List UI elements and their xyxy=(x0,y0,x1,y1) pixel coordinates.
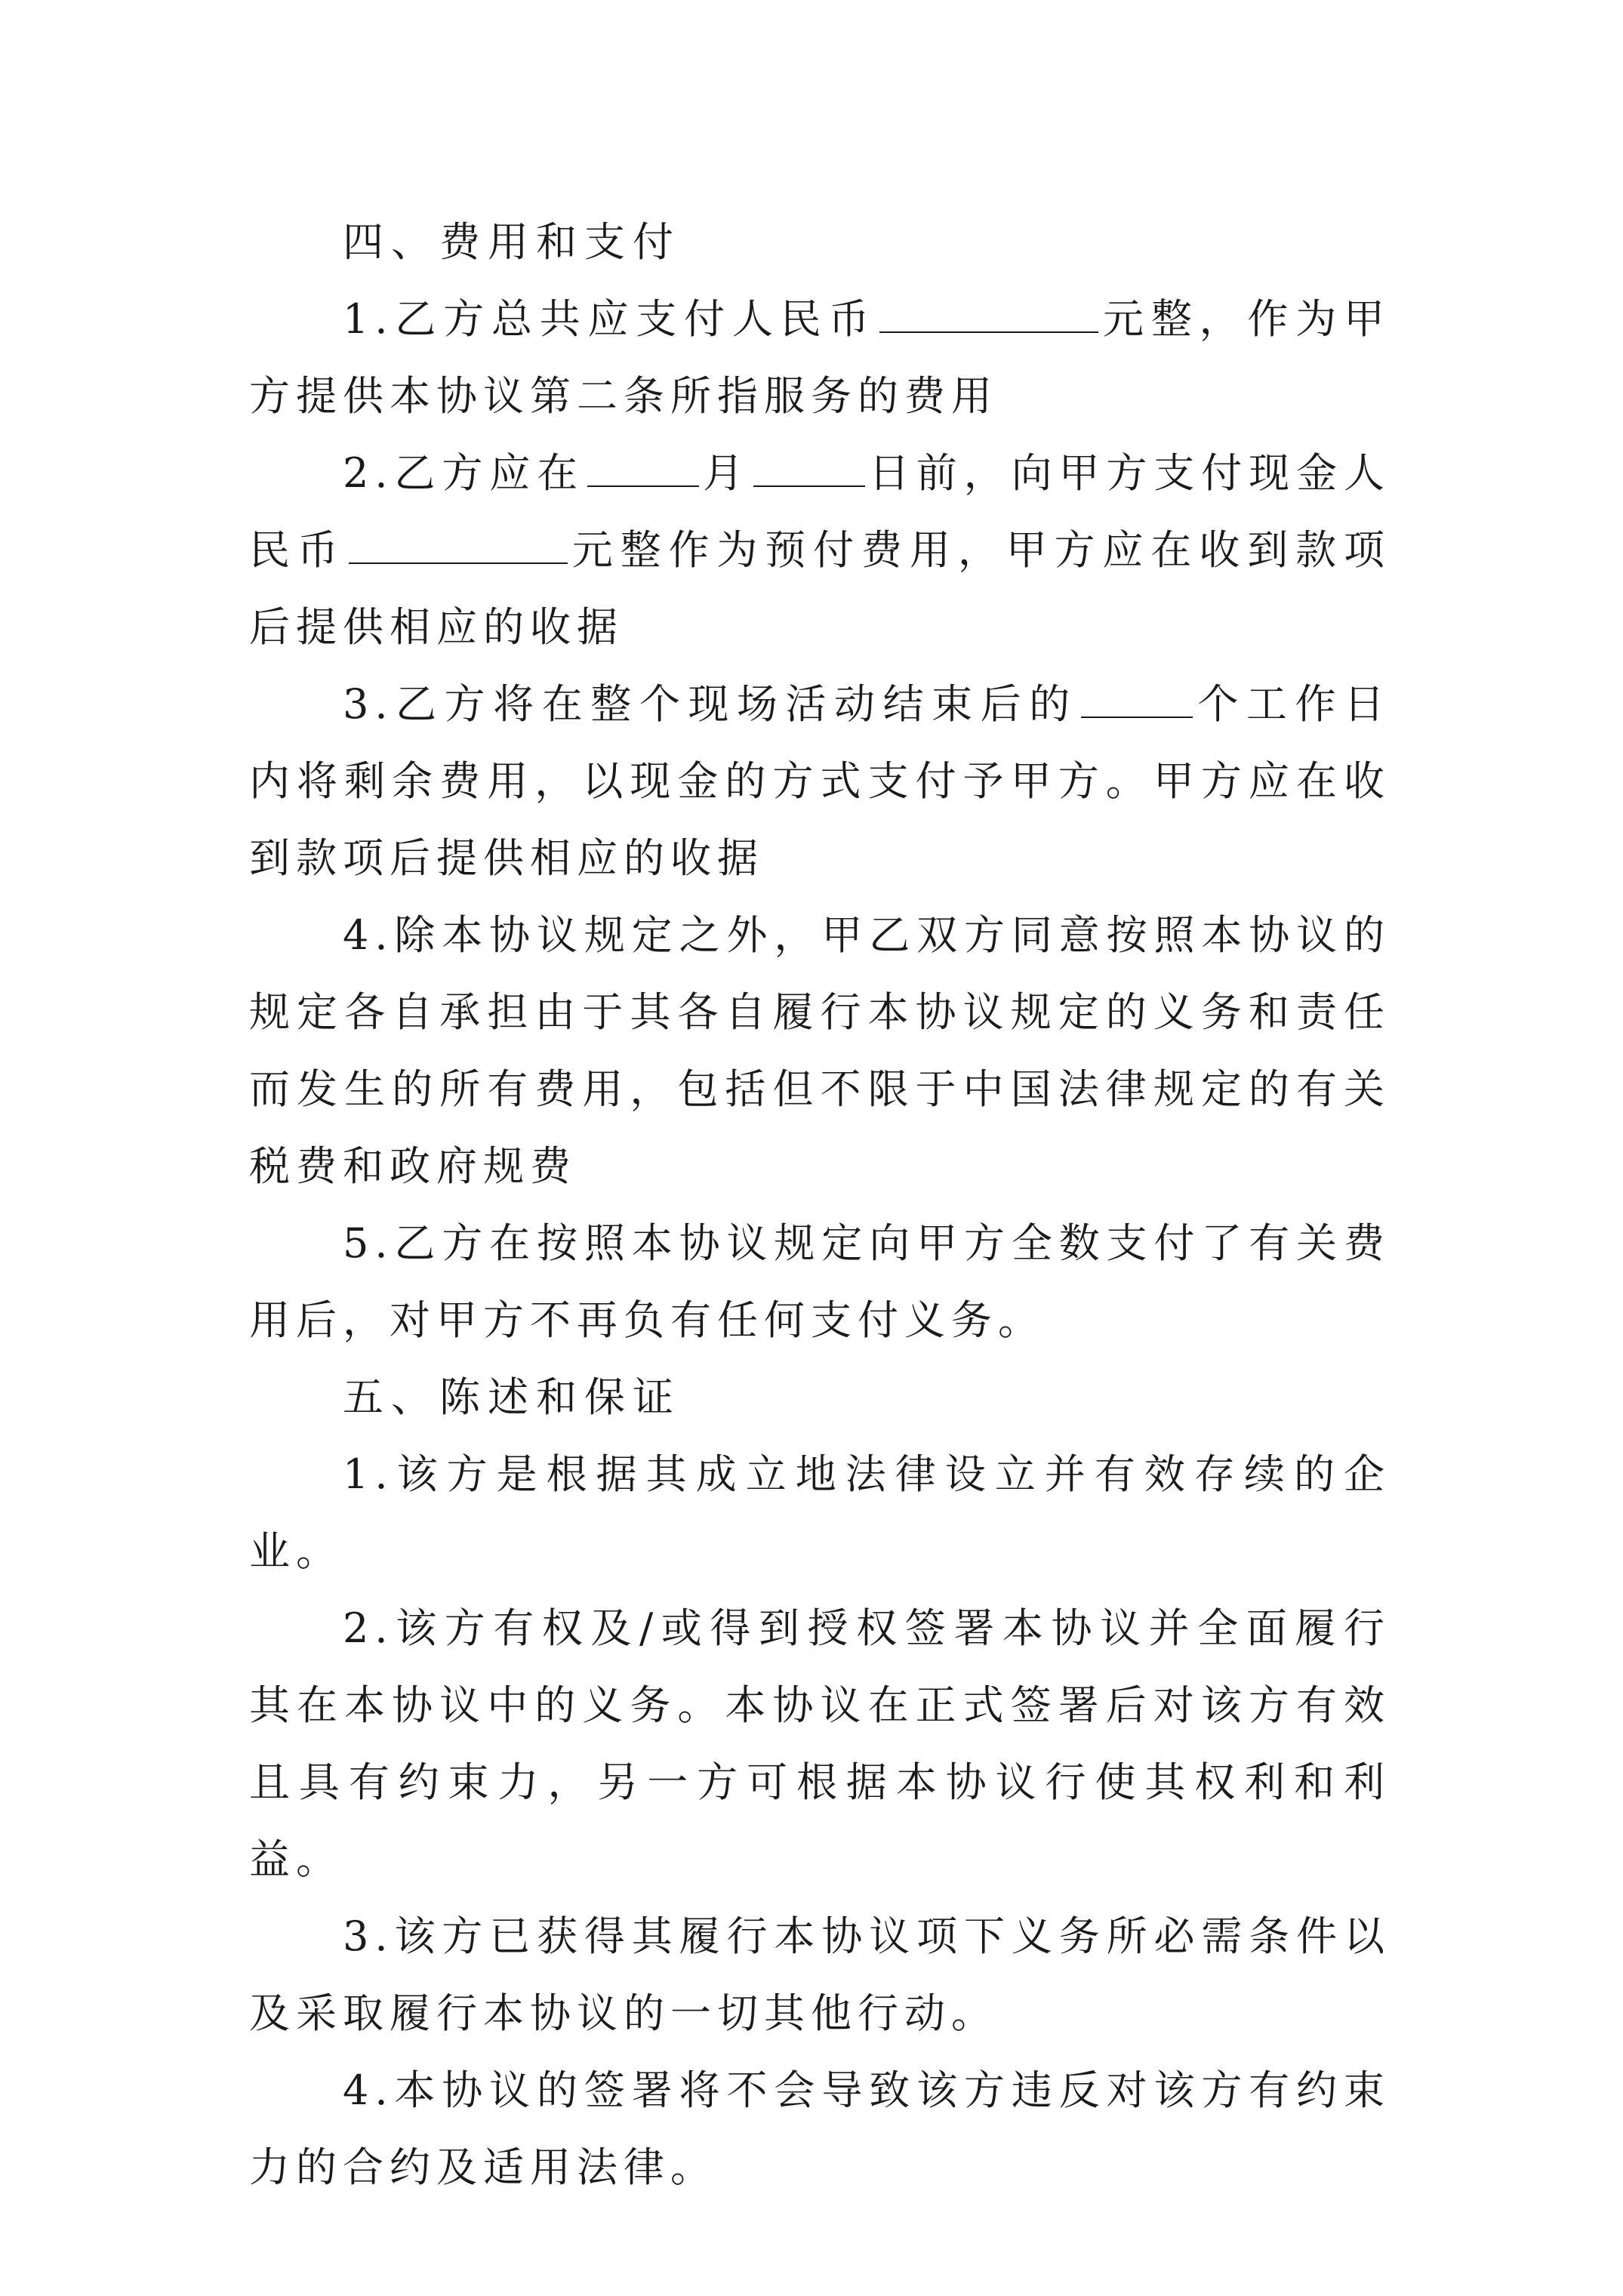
section-4-clause-4: 4.除本协议规定之外，甲乙双方同意按照本协议的规定各自承担由于其各自履行本协议规定的义务和责任而发生的所有费用，包括但不限于中国法律规定的有关税费和政府规费 xyxy=(249,911,1390,1190)
clause-text: 元整，作为甲方提供本协议第二条所指服务的费用 xyxy=(249,295,1391,420)
prepayment-blank xyxy=(349,517,568,564)
month-blank xyxy=(587,440,699,487)
day-blank xyxy=(753,440,865,487)
section-5-clause-1: 1.该方是根据其成立地法律设立并有效存续的企业。 xyxy=(249,1450,1390,1575)
section-5-title: 五、陈述和保证 xyxy=(343,1373,681,1421)
clause-text: 月 xyxy=(702,449,750,497)
section-4-clause-1 xyxy=(249,281,1390,435)
section-5-clause-4: 4.本协议的签署将不会导致该方违反对该方有约束力的合约及适用法律。 xyxy=(249,2066,1390,2191)
clause-text: 元整作为预付费用，甲方应在收到款项后提供相应的收据 xyxy=(249,526,1391,651)
section-4-clause-2 xyxy=(249,435,1390,666)
workdays-blank xyxy=(1081,671,1193,718)
clause-text: 2.乙方应在 xyxy=(343,449,585,497)
clause-text: 1.乙方总共应支付人民币 xyxy=(343,295,877,343)
section-4-clause-3 xyxy=(249,666,1390,897)
amount-blank xyxy=(879,286,1098,333)
section-4-title: 四、费用和支付 xyxy=(343,218,681,266)
section-5-clause-3: 3.该方已获得其履行本协议项下义务所必需条件以及采取履行本协议的一切其他行动。 xyxy=(249,1912,1390,2037)
clause-text: 个工作日内将剩余费用，以现金的方式支付予甲方。甲方应在收到款项后提供相应的收据 xyxy=(249,680,1391,882)
section-4-clause-5: 5.乙方在按照本协议规定向甲方全数支付了有关费用后，对甲方不再负有任何支付义务。 xyxy=(249,1219,1390,1344)
section-5-clause-2: 2.该方有权及/或得到授权签署本协议并全面履行其在本协议中的义务。本协议在正式签署后对该方有效且具有约束力，另一方可根据本协议行使其权利和利益。 xyxy=(249,1604,1390,1883)
clause-text: 3.乙方将在整个现场活动结束后的 xyxy=(343,680,1078,728)
document-body xyxy=(249,204,1390,2206)
clause-text: 日前，向甲方支付现金人民币 xyxy=(249,449,1391,574)
